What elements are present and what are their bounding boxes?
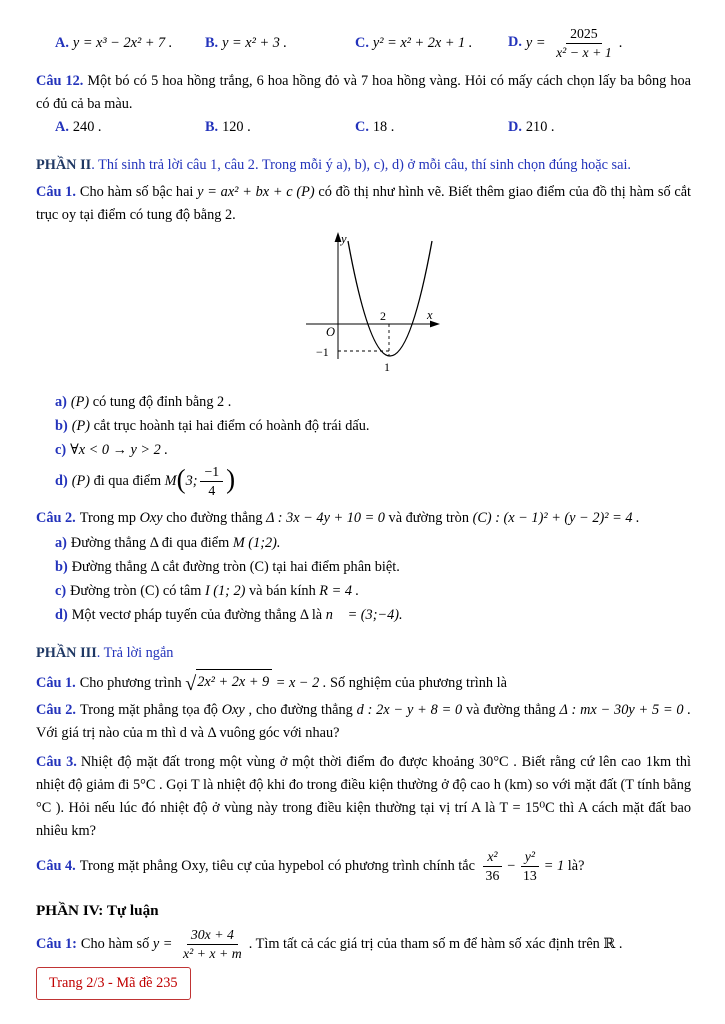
option-a-label: A. [55,34,69,51]
option-b-label: B. [205,34,219,51]
part3-q2-text-a: Trong mặt phẳng tọa độ [79,702,218,718]
page-footer-badge [36,967,191,1000]
part2-question-1 [36,181,691,227]
fraction [179,927,246,962]
option-a [55,32,205,55]
equals-one: = 1 [543,857,565,874]
fraction [519,849,541,884]
part3-q2-text-c: và đường thẳng [466,702,556,718]
point-x: 3; [185,472,198,489]
part2-question-2-label: Câu 2. [36,510,76,526]
x-tick-2-label: 2 [379,309,386,323]
item-b [55,556,691,579]
item-d [55,604,691,627]
item-a-label: a) [55,535,67,551]
part3-q1-text-a: Cho phương trình [79,675,182,691]
option-c-value: 18 . [372,119,395,135]
question-11-options-row [36,22,691,64]
parabola-graph [36,229,691,389]
option-b-label: B. [205,119,219,135]
part3-q2-text-b: cho đường thẳng [255,702,353,718]
part4-q1-text-a: Cho hàm số [80,935,150,952]
part4-q1-pre: y = [152,935,173,952]
item-c [55,439,691,462]
option-d-label: D. [508,34,522,51]
fraction-denominator: 4 [208,483,216,498]
option-c-label: C. [355,34,369,51]
option-b-value: 120 . [222,119,251,135]
option-a-formula: y = x³ − 2x² + 7 . [72,34,173,51]
part4-question-1 [36,927,691,962]
item-a-pname: (P) [70,394,90,410]
option-c [355,32,508,55]
part3-q2-line-delta-eq: Δ : mx − 30y + 5 = 0 . [559,702,691,718]
part3-q2-oxy: Oxy , [221,702,253,718]
fraction [200,464,223,499]
item-c [55,580,691,603]
fraction-numerator: 2025 [566,26,602,44]
item-a [55,532,691,555]
part-2-title: PHẦN II [36,157,92,173]
radical-sign: √ [185,673,197,695]
part4-question-1-label: Câu 1: [36,935,77,952]
option-c [355,116,508,139]
item-c-radius: R = 4 . [319,583,360,599]
question-12-label: Câu 12. [36,73,84,89]
item-d [55,464,691,499]
fraction-numerator: −1 [200,464,223,482]
y-axis-label: y [340,232,347,246]
option-d-label: D. [508,119,522,135]
part2-q2-circle-eq: (C) : (x − 1)² + (y − 2)² = 4 . [472,510,640,526]
part2-q1-text-a: Cho hàm số bậc hai [79,184,194,200]
part2-question-2 [36,507,691,530]
part3-q2-line-d-eq: d : 2x − y + 8 = 0 [356,702,463,718]
item-c-formula: ∀x < 0 → y > 2 . [70,442,168,458]
item-c-center: I (1; 2) [204,583,246,599]
fraction-denominator: x² − x + 1 [556,44,612,60]
part3-question-2-label: Câu 2. [36,702,76,718]
part2-q1-text-b: có đồ thị như hình vẽ. Biết thêm giao điểm của đồ thị hàm số cắt trục oy tại điểm có tung độ bằng 2. [36,184,692,223]
part3-question-4-label: Câu 4. [36,857,76,874]
part2-q2-text-b: cho đường thẳng [166,510,263,526]
item-b-text: Đường thẳng Δ cắt đường tròn (C) tại hai điểm phân biệt. [71,559,400,575]
x-tick-1-label: 1 [383,360,390,374]
part3-q3-text: Nhiệt độ mặt đất trong một vùng ở một thời điểm đo được khoảng 30°C . Biết rằng cứ lên cao 1km thì nhiệt độ giảm đi 5°C . Gọi T là nhiệt độ khi đo trong điều kiện thường ở độ cao h (km) so với mặt đất (T tính bằng °C ). Hỏi nếu lúc đó nhiệt độ ở vùng này trong điều kiện thường tại vị trí A là T = 15⁰C thì A cách mặt đất bao nhiêu km? [36,754,691,839]
part3-q2-text-d: Với giá trị nào của m thì d và Δ vuông góc với nhau? [36,725,340,741]
option-d [508,26,691,61]
page-footer-text: Trang 2/3 - Mã đề 235 [49,975,178,991]
question-12-options-row [36,116,691,139]
part-2-subtitle: . Thí sinh trả lời câu 1, câu 2. Trong mỗi ý a), b), c), d) ở mỗi câu, thí sinh chọn đúng hoặc sai. [91,157,632,173]
option-d-formula-post: . [618,34,623,51]
item-a-label: a) [55,394,67,410]
question-12 [36,70,691,116]
fraction [552,26,616,61]
option-d-value: 210 . [525,119,555,135]
part-3-subtitle: . Trả lời ngắn [96,645,174,661]
part3-q1-text-b: Số nghiệm của phương trình là [330,675,507,691]
part4-q1-text-b: Tìm tất cả các giá trị của tham số m để hàm số xác định trên ℝ . [255,935,623,952]
item-d-label: d) [55,607,68,623]
fraction-numerator: y² [521,849,539,867]
option-b [205,32,355,55]
item-a-formula: M (1;2). [232,535,281,551]
part2-question-1-label: Câu 1. [36,184,76,200]
point-name: M [164,472,177,489]
part3-question-3 [36,751,691,843]
item-d-label: d) [55,472,68,489]
option-a [55,116,205,139]
item-c-text-a: Đường tròn (C) có tâm [70,583,202,599]
fraction [482,849,504,884]
parabola-curve [348,241,432,356]
origin-label: O [325,325,335,339]
part2-q2-text-a: Trong mp [79,510,137,526]
part3-question-2 [36,699,691,745]
part3-q4-text-a: Trong mặt phẳng Oxy, tiêu cự của hypebol có phương trình chính tắc [79,857,475,874]
fraction-denominator: x² + x + m [182,946,242,961]
option-a-value: 240 . [72,119,102,135]
question-12-text: Một bó có 5 hoa hồng trắng, 6 hoa hồng đỏ và 7 hoa hồng vàng. Hỏi có mấy cách chọn lấy ba bông hoa có đủ cả ba màu. [36,73,691,112]
part2-q1-parabola-name: (P) [296,184,315,200]
close-paren: ) [226,464,236,494]
item-b-pname: (P) [71,418,90,434]
fraction-numerator: x² [483,849,501,867]
item-d-vector: n⃗ = (3;−4). [325,607,403,623]
part2-q1-formula: y = ax² + bx + c [197,184,293,200]
part4-q1-post: . [248,935,253,952]
option-d-formula-pre: y = [525,34,546,51]
item-b [55,415,691,438]
part3-q1-after-sqrt: = x − 2 . [275,675,327,691]
part2-q2-line-eq: Δ : 3x − 4y + 10 = 0 [266,510,385,526]
item-d-pname: (P) [71,472,90,489]
part3-question-1 [36,669,691,695]
option-c-label: C. [355,119,369,135]
minus-sign: − [506,857,516,874]
item-c-text-b: và bán kính [249,583,316,599]
part-2-header [36,154,691,177]
y-tick-neg1-label: −1 [315,345,329,359]
part2-q2-oxy: Oxy [139,510,163,526]
part2-q2-text-c: và đường tròn [388,510,469,526]
open-paren: ( [176,464,186,494]
parabola-graph-svg [278,229,450,381]
item-b-label: b) [55,559,68,575]
item-a [55,391,691,414]
option-b [205,116,355,139]
part3-question-3-label: Câu 3. [36,754,77,770]
item-d-text: đi qua điểm [93,472,162,489]
item-c-label: c) [55,583,67,599]
item-d-text: Một vectơ pháp tuyến của đường thẳng Δ là [71,607,323,623]
item-a-text: có tung độ đỉnh bằng 2 . [92,394,232,410]
radicand: 2x² + 2x + 9 [196,669,272,694]
fraction-denominator: 36 [485,868,500,883]
part3-question-4 [36,849,691,884]
option-b-formula: y = x² + 3 . [222,34,287,51]
part2-q2-items [36,532,691,627]
part2-q1-items [36,391,691,499]
part3-question-1-label: Câu 1. [36,675,76,691]
item-a-text: Đường thẳng Δ đi qua điểm [70,535,230,551]
option-a-label: A. [55,119,69,135]
part3-q4-text-b: là? [567,857,585,874]
item-b-label: b) [55,418,68,434]
part-4-title: PHẦN IV: Tự luận [36,902,159,919]
square-root [185,669,272,694]
fraction-denominator: 13 [523,868,537,883]
option-d [508,116,691,139]
option-c-formula: y² = x² + 2x + 1 . [372,34,473,51]
fraction-numerator: 30x + 4 [187,927,238,945]
part-4-header [36,899,691,923]
part-3-header [36,642,691,665]
part-3-title: PHẦN III [36,645,97,661]
item-c-label: c) [55,442,67,458]
x-axis-label: x [426,308,433,322]
item-b-text: cắt trục hoành tại hai điểm có hoành độ trái dấu. [93,418,370,434]
